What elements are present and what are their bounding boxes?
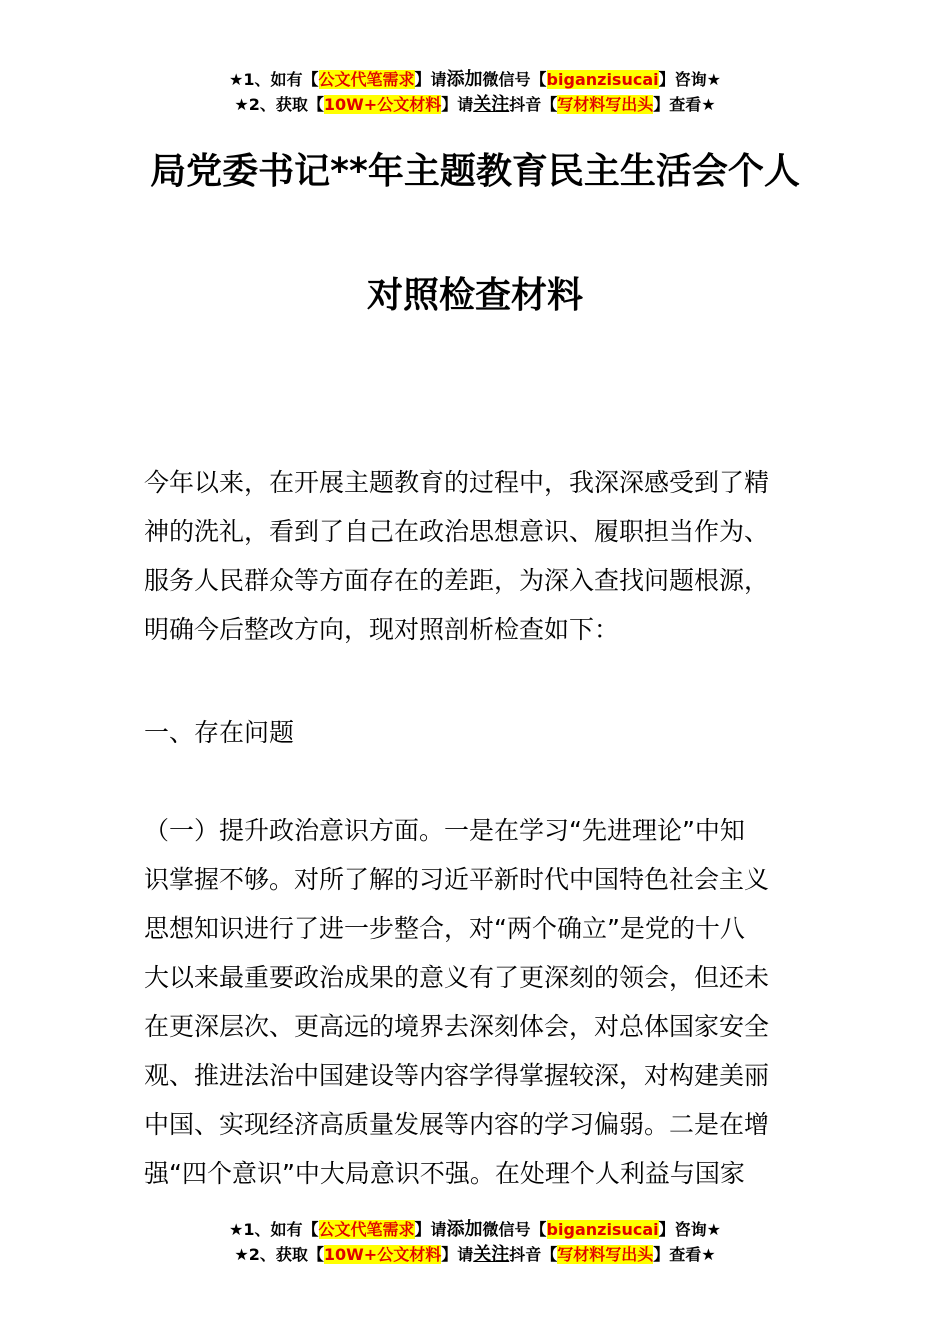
banner-text: 】咨询★: [658, 1220, 721, 1239]
banner-highlight: 10W+公文材料: [323, 1245, 442, 1264]
text-line: 思想知识进行了进一步整合，对“两个确立”是党的十八: [144, 914, 745, 943]
banner-text: 】咨询★: [658, 70, 721, 89]
banner-text: 】请: [441, 95, 474, 114]
section-paragraph: [144, 806, 809, 1198]
text-line: 中国、实现经济高质量发展等内容的学习偏弱。二是在增: [144, 1110, 770, 1139]
banner-text: 】请: [414, 70, 447, 89]
banner-text: 抖音【: [509, 1245, 558, 1264]
banner-highlight: 写材料写出头: [557, 95, 654, 114]
text-line: 服务人民群众等方面存在的差距，为深入查找问题根源，: [144, 566, 770, 595]
text-line: 识掌握不够。对所了解的习近平新时代中国特色社会主义: [144, 865, 770, 894]
text-line: 大以来最重要政治成果的意义有了更深刻的领会，但还未: [144, 963, 770, 992]
banner-text: 微信号【: [482, 70, 547, 89]
banner-highlight: biganzisucai: [546, 70, 659, 89]
banner-highlight: 公文代笔需求: [318, 1220, 415, 1239]
banner-line-1: [0, 68, 950, 93]
banner-emphasis: 关注: [473, 1244, 510, 1265]
banner-highlight: 10W+公文材料: [323, 95, 442, 114]
banner-text: 抖音【: [509, 95, 558, 114]
text-line: 在更深层次、更高远的境界去深刻体会，对总体国家安全: [144, 1012, 770, 1041]
banner-line-2: [0, 1243, 950, 1268]
banner-text: ★2、获取【: [234, 1245, 324, 1264]
banner-text: ★1、如有【: [229, 1220, 319, 1239]
banner-emphasis: 关注: [473, 94, 510, 115]
banner-text: 】查看★: [653, 1245, 716, 1264]
banner-line-2: [0, 93, 950, 118]
text-line: 今年以来，在开展主题教育的过程中，我深深感受到了精: [144, 468, 770, 497]
banner-highlight: biganzisucai: [546, 1220, 659, 1239]
banner-highlight: 公文代笔需求: [318, 70, 415, 89]
document-title-line-1: 局党委书记**年主题教育民主生活会个人: [150, 151, 800, 192]
banner-highlight: 写材料写出头: [557, 1245, 654, 1264]
banner-text: 微信号【: [482, 1220, 547, 1239]
text-line: 观、推进法治中国建设等内容学得掌握较深，对构建美丽: [144, 1061, 770, 1090]
text-line: （一）提升政治意识方面。一是在学习“先进理论”中知: [144, 816, 745, 845]
text-line: 明确今后整改方向，现对照剖析检查如下：: [144, 615, 620, 644]
banner-text: ★1、如有【: [229, 70, 319, 89]
header-banner: [0, 68, 950, 118]
banner-text: 】请: [441, 1245, 474, 1264]
section-heading: 一、存在问题: [144, 718, 295, 747]
banner-text: ★2、获取【: [234, 95, 324, 114]
document-title-line-2: 对照检查材料: [366, 275, 583, 316]
text-line: 神的洗礼，看到了自己在政治思想意识、履职担当作为、: [144, 517, 770, 546]
banner-emphasis: 添加: [446, 1219, 483, 1240]
banner-line-1: [0, 1218, 950, 1243]
banner-text: 】请: [414, 1220, 447, 1239]
intro-paragraph: [144, 458, 809, 654]
banner-emphasis: 添加: [446, 69, 483, 90]
footer-banner: [0, 1218, 950, 1268]
text-line: 强“四个意识”中大局意识不强。在处理个人利益与国家: [144, 1159, 745, 1188]
banner-text: 】查看★: [653, 95, 716, 114]
